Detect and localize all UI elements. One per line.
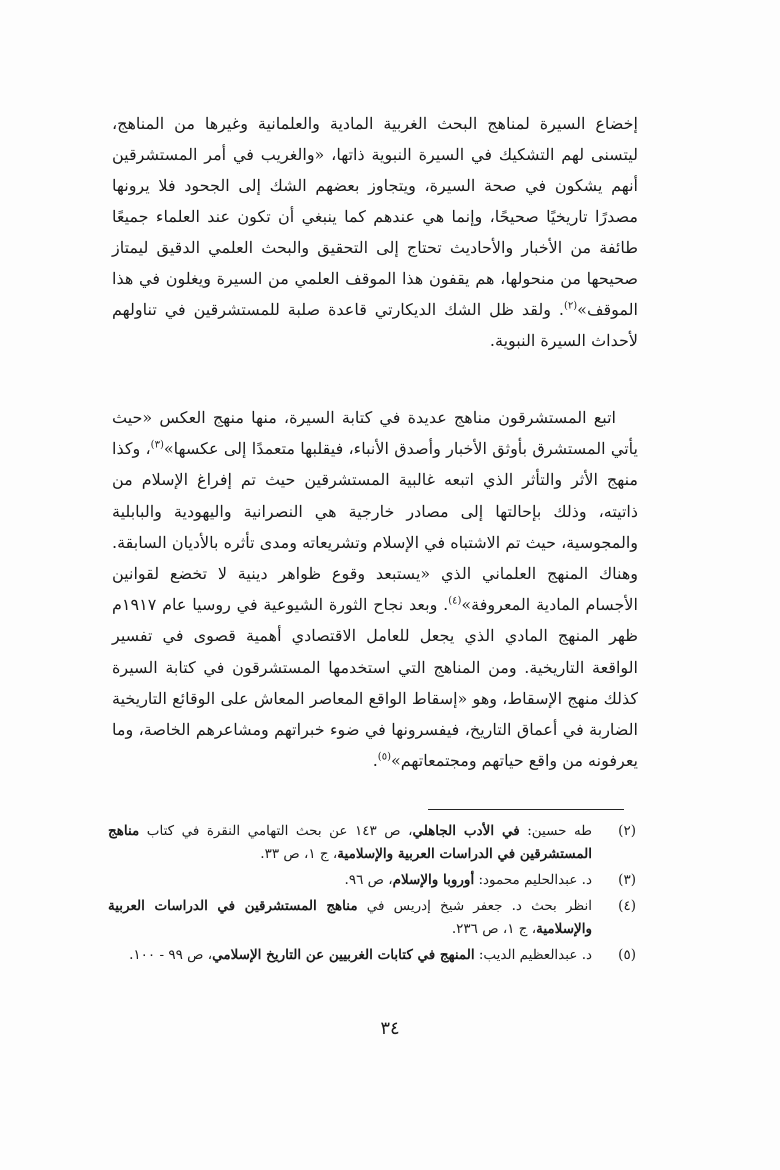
footnote-3	[108, 869, 636, 892]
footnote-number: (٣)	[618, 872, 636, 888]
footnote-title: في الأدب الجاهلي	[412, 823, 520, 839]
footnote-number: (٥)	[618, 947, 636, 963]
footnote-author: انظر بحث د. جعفر شيخ إدريس في	[357, 898, 593, 914]
paragraph-2-text-part3: . وبعد نجاح الثورة الشيوعية في روسيا عام ١٩١٧م ظهر المنهج المادي الذي يجعل للعامل الاقتصادي أهمية قصوى في تفسير الواقعة التاريخية. ومن المناهج التي استخدمها المستشرقون في كتابة السيرة كذلك منهج الإسقاط، وهو «إسقاط الواقع المعاصر المعاش على الوقائع التاريخية الضاربة في أعماق التاريخ، فيفسرونها في ضوء خبراتهم ومشاعرهم الخاصة، وما يعرفونه من واقع حياتهم ومجتمعاتهم»	[112, 595, 638, 771]
footnote-ref-3: (٣)	[150, 439, 164, 451]
paragraph-2-text-part4: .	[372, 751, 378, 771]
footnote-rest: ، ص ١٤٣ عن بحث التهامي النقرة في كتاب	[139, 823, 413, 839]
footnote-title-2: مناهج المستشرقين في الدراسات العربية والإسلامية	[108, 823, 592, 862]
footnote-rest: ، ص ٩٩ - ١٠٠.	[129, 947, 213, 963]
footnote-ref-2: (٢)	[563, 300, 578, 312]
footnote-title: مناهج المستشرقين في الدراسات العربية والإسلامية	[108, 898, 592, 937]
footnote-number: (٤)	[618, 898, 636, 914]
footnote-text	[108, 895, 592, 941]
footnote-author: د. عبدالحليم محمود:	[474, 872, 592, 888]
footnote-number: (٢)	[618, 823, 636, 839]
footnote-2	[108, 820, 636, 866]
paragraph-2-text-part1: اتبع المستشرقون مناهج عديدة في كتابة السيرة، منها منهج العكس «حيث يأتي المستشرق بأوثق الأخبار وأصدق الأنباء، فيقلبها متعمدًا إلى عكسها»	[112, 408, 639, 459]
footnote-ref-4: (٤)	[448, 595, 462, 607]
footnote-rest: ، ص ٩٦.	[344, 872, 393, 888]
footnote-rest: ، ج ١، ص ٢٣٦.	[451, 921, 537, 937]
footnote-title: المنهج في كتابات الغربيين عن التاريخ الإسلامي	[212, 947, 475, 963]
footnote-author: طه حسين:	[519, 823, 592, 839]
footnote-5	[108, 944, 636, 967]
body-paragraph-2	[112, 402, 638, 776]
footnote-text	[108, 820, 592, 866]
footnote-author: د. عبدالعظيم الديب:	[474, 947, 592, 963]
paragraph-1-text: إخضاع السيرة لمناهج البحث الغربية المادية والعلمانية وغيرها من المناهج، ليتسنى لهم التشكيك في السيرة النبوية ذاتها، «والغريب في أمر المستشرقين أنهم يشكون في صحة السيرة، ويتجاوز بعضهم الشك إلى الجحود فلا يرونها مصدرًا تاريخيًا صحيحًا، وإنما هي عندهم كما ينبغي أن تكون عند العلماء جميعًا طائفة من الأخبار والأحاديث تحتاج إلى التحقيق والبحث العلمي الدقيق ليمتاز صحيحها من منحولها، هم يقفون هذا الموقف العلمي من السيرة ويغلون في هذا الموقف»	[112, 114, 638, 319]
body-paragraph-1	[112, 108, 638, 356]
paragraph-2-text-part2: ، وكذا منهج الأثر والتأثر الذي اتبعه غالبية المستشرقين حيث تم إفراغ الإسلام من ذاتيته، وذلك بإحالتها إلى مصادر خارجية هي النصرانية واليهودية والبابلية والمجوسية، حيث تم الاشتباه في الإسلام وتشريعاته ومدى تأثره بالأديان السابقة. وهناك المنهج العلماني الذي «يستبعد وقوع ظواهر دينية لا تخضع لقوانين الأجسام المادية المعروفة»	[112, 439, 638, 615]
page-number: ٣٤	[380, 1018, 400, 1039]
footnote-title: أوروبا والإسلام	[392, 872, 475, 888]
footnote-rest-2: ، ج ١، ص ٣٣.	[260, 846, 338, 862]
footnote-ref-5: (٥)	[377, 751, 391, 763]
footnote-text	[108, 869, 592, 892]
footnote-4	[108, 895, 636, 941]
footnote-separator-rule	[428, 809, 624, 810]
footnotes-section	[108, 820, 636, 970]
footnote-text	[108, 944, 592, 967]
paragraph-1-tail: . ولقد ظل الشك الديكارتي قاعدة صلبة للمستشرقين في تناولهم لأحداث السيرة النبوية.	[112, 300, 638, 350]
